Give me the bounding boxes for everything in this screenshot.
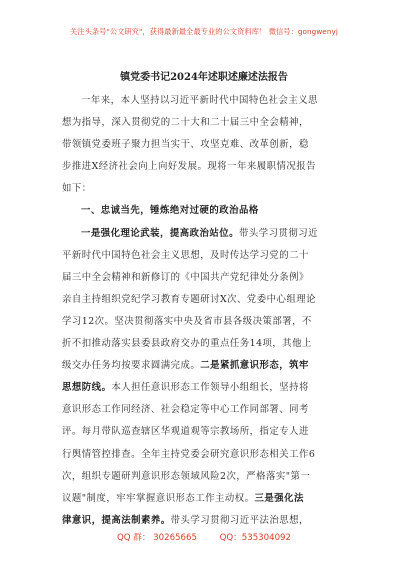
body-line	[62, 223, 352, 245]
body-line	[62, 421, 352, 443]
text-segment: 评。每月带队巡查辖区华观道观等宗教场所，指定专人进	[62, 426, 309, 438]
body-line	[62, 488, 352, 510]
text-segment: 本人担任意识形态工作领导小组组长，坚持将	[111, 382, 309, 394]
text-segment: 亲自主持组织党纪学习教育专题研讨X次、党委中心组理论	[62, 293, 317, 305]
text-segment: 带头学习贯彻习近	[239, 227, 319, 239]
text-segment: 意识形态工作同经济、社会稳定等中心工作同部署、同考	[62, 404, 309, 416]
text-segment: 行舆情管控排查。全年主持党委会研究意识形态相关工作6	[62, 448, 316, 460]
text-segment: 步推进X经济社会向上向好发展。现将一年来履职情况报告	[62, 161, 317, 173]
body-line	[62, 289, 352, 311]
bold-phrase: 一是强化理论武装，提高政治站位。	[81, 227, 240, 239]
bold-phrase: 三是强化法	[254, 492, 304, 504]
text-segment: 带领镇党委班子聚力担当实干、攻坚克难、改革创新，稳	[62, 139, 309, 151]
footer-contact	[0, 531, 408, 543]
body-line	[62, 267, 352, 289]
body-line	[62, 156, 352, 178]
document-title: 镇党委书记2024年述职述廉述法报告	[120, 72, 288, 83]
bold-phrase: 二是紧抓意识形态，筑牢	[200, 360, 309, 372]
document-body	[62, 90, 352, 532]
text-segment: 想为指导，深入贯彻党的二十大和二十届三中全会精神，	[62, 117, 309, 129]
body-line	[62, 466, 352, 488]
text-segment: 级交办任务均按要求圆满完成。	[62, 360, 201, 372]
body-line	[62, 311, 352, 333]
body-line	[62, 245, 352, 267]
text-segment: 学习12次。坚决贯彻落实中央及省市县各级决策部署，不	[62, 315, 312, 327]
body-line	[62, 355, 352, 377]
text-segment: 次，组织专题研判意识形态领域风险2次，严格落实"第一	[62, 470, 311, 482]
bold-phrase: 思想防线。	[62, 382, 112, 394]
text-segment: 一、忠诚当先，锤炼绝对过硬的政治品格	[81, 205, 259, 217]
body-line	[62, 399, 352, 421]
text-segment: 一年来，本人坚持以习近平新时代中国特色社会主义思	[81, 95, 319, 106]
text-segment: 议题"制度，牢牢掌握意识形态工作主动权。	[62, 492, 255, 504]
text-segment: 平新时代中国特色社会主义思想，及时传达学习党的二十	[62, 249, 309, 261]
body-line	[62, 178, 352, 200]
body-line	[62, 510, 352, 532]
bold-phrase: 律意识，提高法制素养。	[62, 514, 171, 526]
header-banner: 关注头条号"公文研究"，获得最新最全最专业的公文资料库！ 微信号：gongwenyj	[70, 27, 338, 36]
body-line	[62, 377, 352, 399]
text-segment: 届三中全会精神和新修订的《中国共产党纪律处分条例》	[62, 271, 309, 283]
text-segment: 带头学习贯彻习近平法治思想，	[170, 514, 309, 526]
body-line	[62, 112, 352, 134]
body-line	[62, 134, 352, 156]
footer-qq-number: QQ：535304092	[219, 533, 291, 543]
body-line	[62, 90, 352, 112]
text-segment: 折不扣推动落实县委县政府交办的重点任务14项，其他上	[62, 338, 312, 350]
section-heading	[62, 200, 352, 222]
text-segment: 如下：	[62, 183, 92, 195]
body-line	[62, 444, 352, 466]
body-line	[62, 333, 352, 355]
footer-qq-group: QQ 群： 30265665	[117, 533, 197, 543]
